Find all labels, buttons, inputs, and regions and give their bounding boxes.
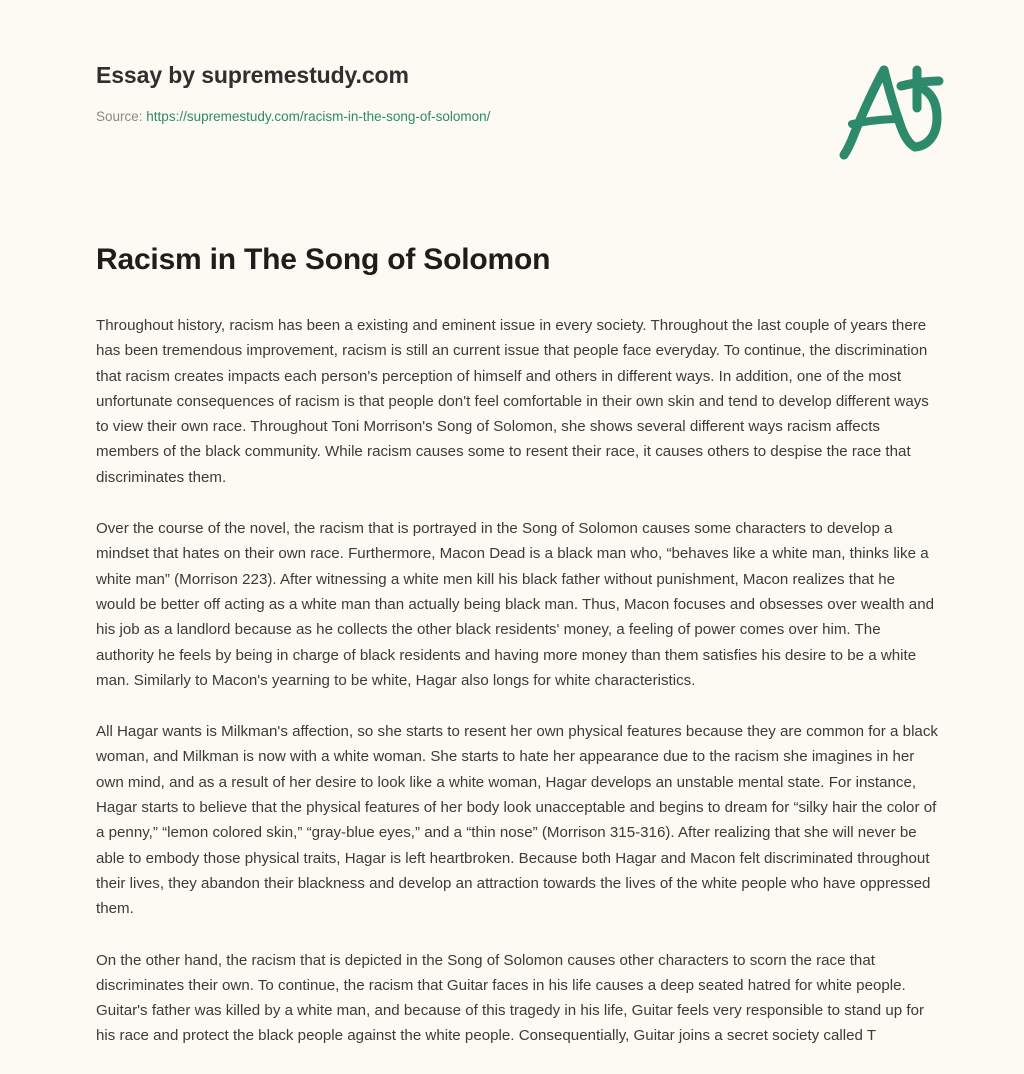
paragraph: Over the course of the novel, the racism that is portrayed in the Song of Solomon causes some characters to develop a mindset that hates on their own race. Furthermore, Macon Dead is a black man who, “behaves like a white man, thinks like a white man” (Morrison 223). After witnessing a white men kill his black father without punishment, Macon realizes that he would be better off acting as a white man than actually being black man. Thus, Macon focuses and obsesses over wealth and his job as a landlord because as he collects the other black residents' money, a feeling of power comes over him. The authority he feels by being in charge of black residents and having more money than them satisfies his desire to be a white man. Similarly to Macon's yearning to be white, Hagar also longs for white characteristics. [96,520,935,689]
byline: Essay by supremestudy.com [96,62,409,88]
paragraph: On the other hand, the racism that is depicted in the Song of Solomon causes other characters to scorn the race that discriminates their own. To continue, the racism that Guitar faces in his life causes a deep seated hatred for white people. Guitar's father was killed by a white man, and because of this tragedy in his life, Guitar feels very responsible to stand up for his race and protect the black people against the white people. Consequentially, Guitar joins a secret society called T [96,951,925,1045]
source-line [96,108,796,126]
essay-body [96,313,938,1049]
header-text-block [96,62,796,125]
source-label: Source: [96,108,143,124]
paragraph: All Hagar wants is Milkman's affection, so she starts to resent her own physical features because they are common for a black woman, and Milkman is now with a white woman. She starts to hate her appearance due to the racism she imagines in her own mind, and as a result of her desire to look like a white woman, Hagar develops an unstable mental state. For instance, Hagar starts to believe that the physical features of her body look unacceptable and begins to dream for “silky hair the color of a penny,” “lemon colored skin,” “gray-blue eyes,” and a “thin nose” (Morrison 315-316). After realizing that she will never be able to embody those physical traits, Hagar is left heartbroken. Because both Hagar and Macon felt discriminated throughout their lives, they abandon their blackness and develop an attraction towards the lives of the white people who have oppressed them. [96,723,938,918]
a-plus-logo-icon[interactable] [829,52,949,167]
page-title: Racism in The Song of Solomon [96,243,551,276]
source-url-link[interactable]: https://supremestudy.com/racism-in-the-song-of-solomon/ [146,108,491,124]
page-header [0,0,1024,124]
paragraph: Throughout history, racism has been a existing and eminent issue in every society. Throughout the last couple of years there has been tremendous improvement, racism is still an current issue that people face everyday. To continue, the discrimination that racism creates impacts each person's perception of himself and others in different ways. In addition, one of the most unfortunate consequences of racism is that people don't feel comfortable in their own skin and tend to develop different ways to view their own race. Throughout Toni Morrison's Song of Solomon, she shows several different ways racism affects members of the black community. While racism causes some to resent their race, it causes others to despise the race that discriminates them. [96,317,929,486]
